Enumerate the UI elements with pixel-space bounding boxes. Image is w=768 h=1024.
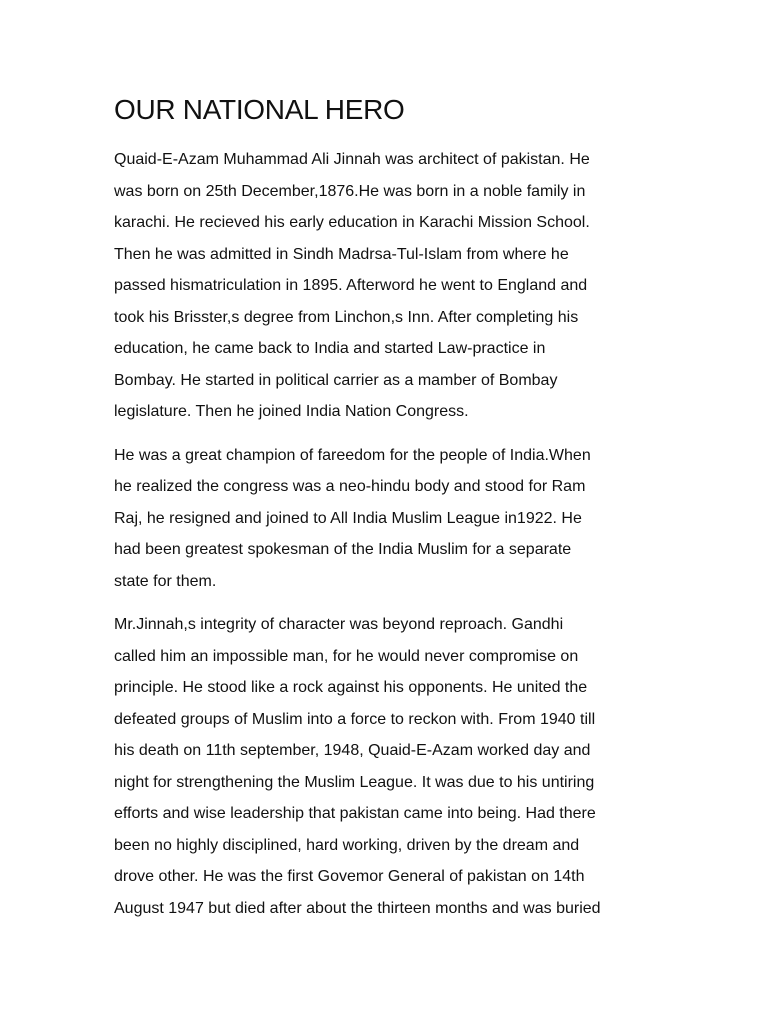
text-line: had been greatest spokesman of the India Muslim for a separate <box>114 541 572 558</box>
text-line: Mr.Jinnah,s integrity of character was beyond reproach. Gandhi <box>114 616 564 633</box>
text-line: been no highly disciplined, hard working, driven by the dream and <box>114 836 580 854</box>
text-line: education, he came back to India and started Law-practice in <box>114 340 546 357</box>
text-line: Raj, he resigned and joined to All India Muslim League in1922. He <box>114 509 582 527</box>
document-title: OUR NATIONAL HERO <box>114 94 405 125</box>
text-line: Bombay. He started in political carrier as a mamber of Bombay <box>114 371 558 389</box>
text-line: Quaid-E-Azam Muhammad Ali Jinnah was architect of pakistan. He <box>114 151 590 168</box>
text-line: was born on 25th December,1876.He was born in a noble family in <box>114 182 586 200</box>
text-line: his death on 11th september, 1948, Quaid-E-Azam worked day and <box>114 742 591 759</box>
text-line: He was a great champion of fareedom for the people of India.When <box>114 446 591 464</box>
text-line: principle. He stood like a rock against his opponents. He united the <box>114 679 588 696</box>
document-page <box>114 90 714 936</box>
text-line: legislature. Then he joined India Nation Congress. <box>114 403 469 420</box>
text-line: passed hismatriculation in 1895. Afterword he went to England and <box>114 277 588 294</box>
text-line: night for strengthening the Muslim League. It was due to his untiring <box>114 773 595 791</box>
text-line: karachi. He recieved his early education in Karachi Mission School. <box>114 214 590 231</box>
text-line: took his Brisster,s degree from Linchon,s Inn. After completing his <box>114 308 579 326</box>
text-line: he realized the congress was a neo-hindu body and stood for Ram <box>114 478 586 495</box>
text-line: Then he was admitted in Sindh Madrsa-Tul-Islam from where he <box>114 245 569 263</box>
text-line: state for them. <box>114 572 217 590</box>
text-line: August 1947 but died after about the thirteen months and was buried <box>114 899 601 917</box>
text-line: drove other. He was the first Govemor General of pakistan on 14th <box>114 868 585 885</box>
text-line: defeated groups of Muslim into a force to reckon with. From 1940 till <box>114 710 596 728</box>
paragraph-1 <box>114 144 714 428</box>
text-line: called him an impossible man, for he would never compromise on <box>114 647 579 665</box>
paragraph-2 <box>114 440 714 598</box>
paragraph-3 <box>114 609 714 924</box>
text-line: efforts and wise leadership that pakistan came into being. Had there <box>114 805 596 822</box>
